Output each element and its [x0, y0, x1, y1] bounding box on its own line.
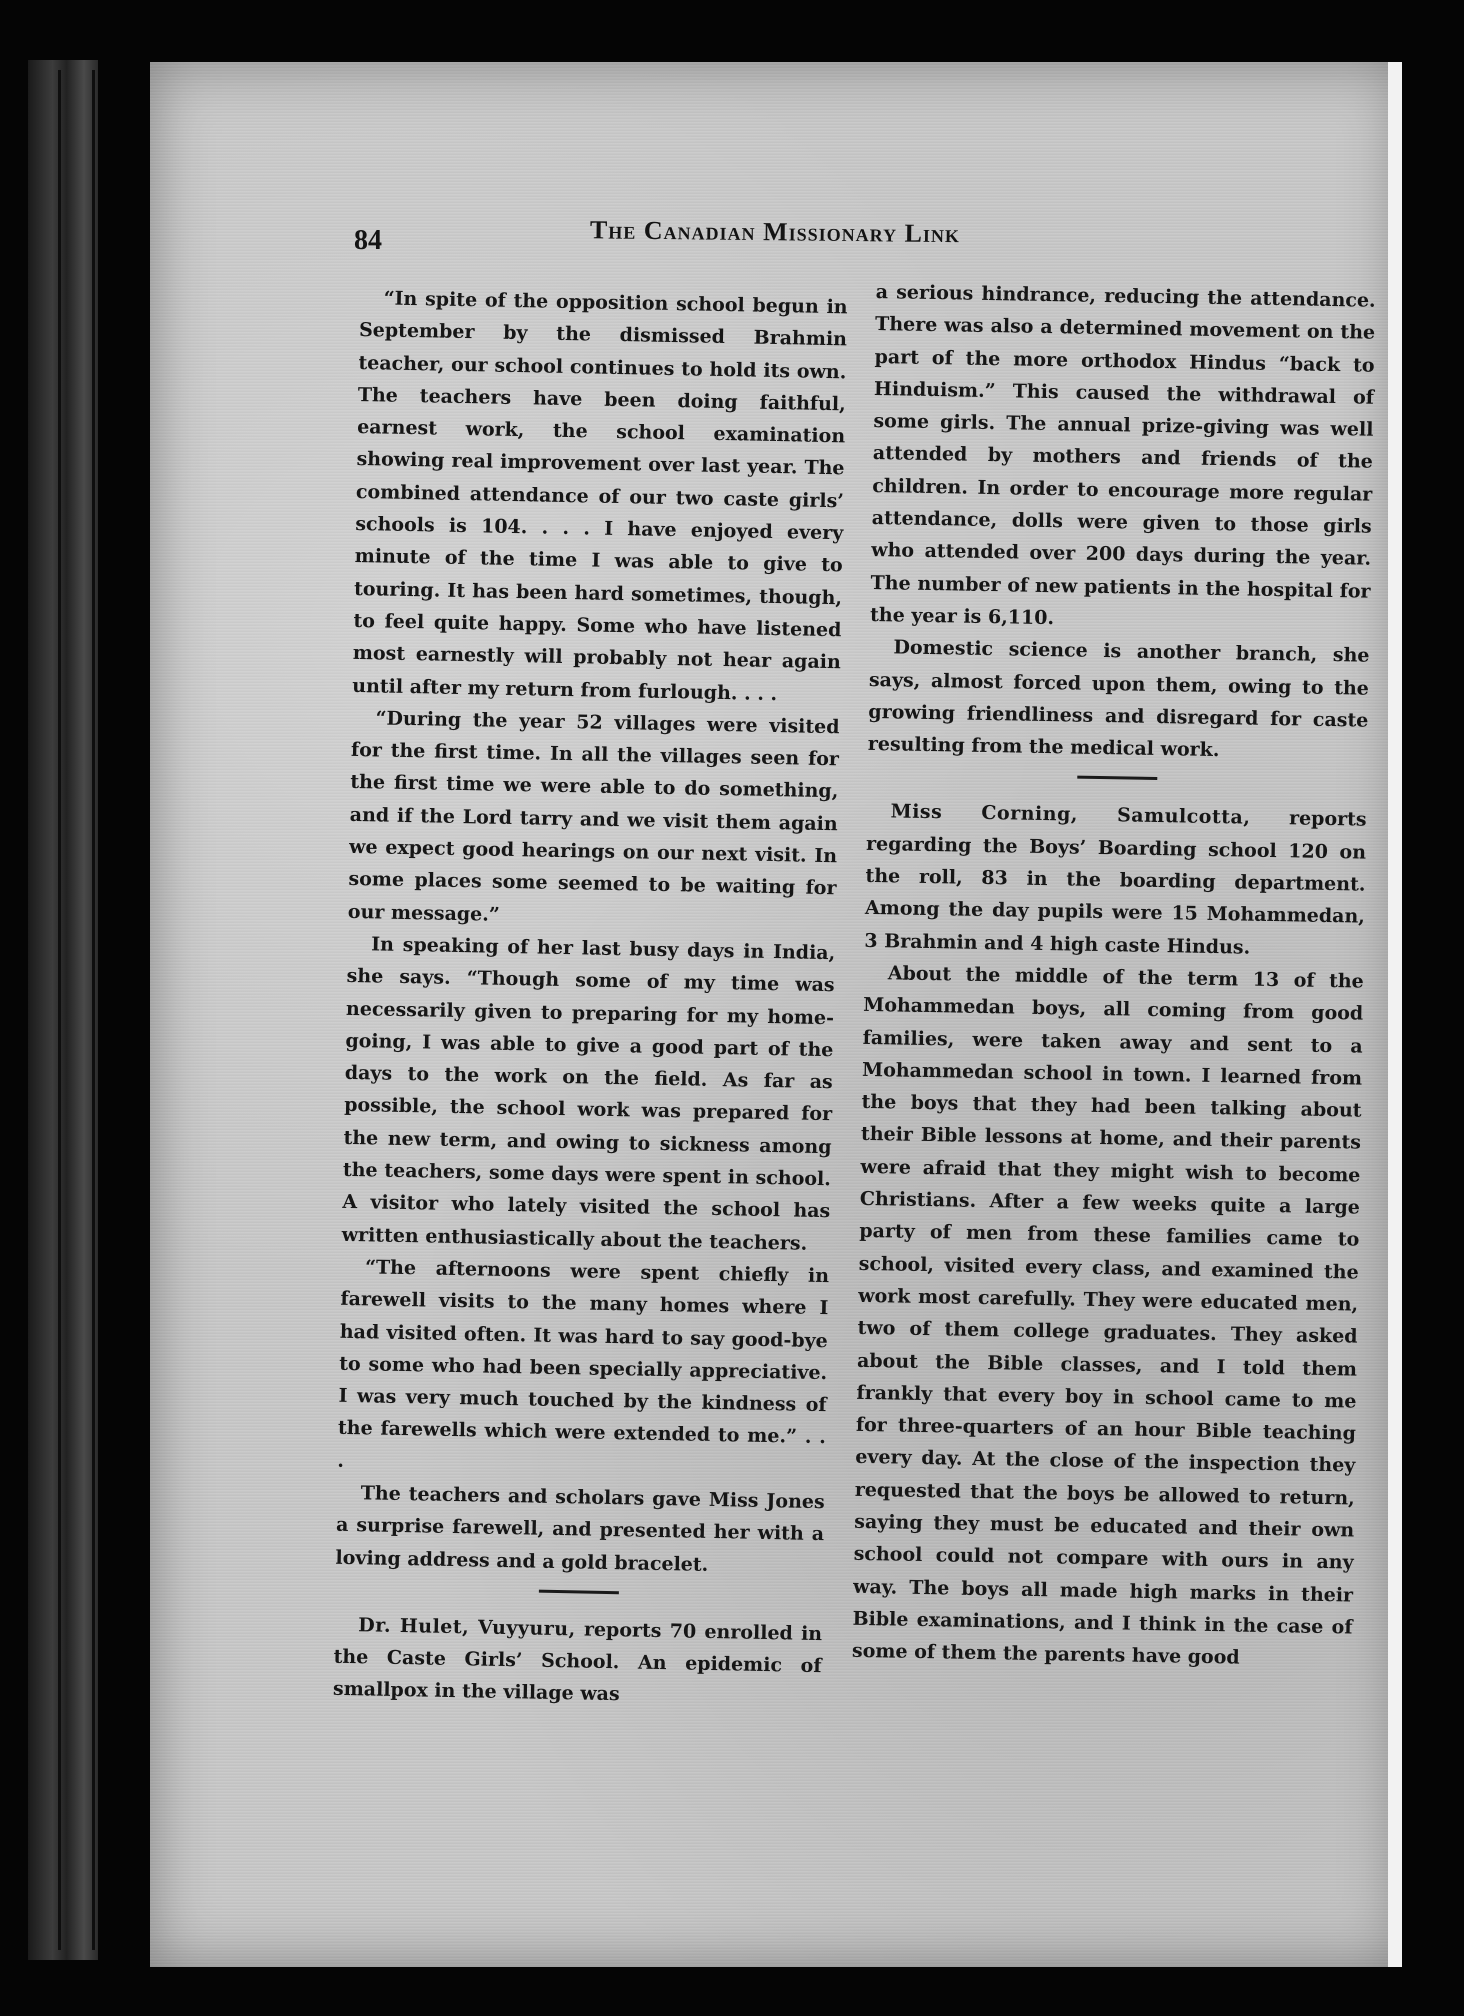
right-column: [852, 276, 1376, 1676]
section-name: Dr. Hulet, Vuyyuru,: [358, 1614, 576, 1641]
section-divider: [1077, 776, 1157, 780]
paragraph: “During the year 52 villages were visited for the first time. In all the villages seen for the first time we were able to do something, and if the Lord tarry and we visit them again we expect good hearings on our next visit. In some places some seemed to be waiting for our message.”: [347, 707, 840, 926]
paragraph: About the middle of the term 13 of the Mohammedan boys, all coming from good families, were taken away and sent to a Mohammedan school in town. I learned from the boys that they had been talking about their Bible lessons at home, and their parents were afraid that they might wish to become Christians. After a few weeks quite a large party of men from these families came to school, visited every class, and examined the work most carefully. They were educated men, two of them college graduates. They asked about the Bible classes, and I told them frankly that every boy in school came to me for three-quarters of an hour Bible teaching every day. At the close of the inspection they requested that the boys be allowed to return, saying they must be educated and their own school could not compare with ours in any way. The boys all made high marks in their Bible examinations, and I think in the case of some of them the parents have good: [851, 962, 1364, 1669]
left-column: [333, 282, 848, 1715]
paragraph: Domestic science is another branch, she says, almost forced upon them, owing to the growing friendliness and disregard for caste resulting from the medical work.: [867, 636, 1370, 762]
page-number: 84: [354, 225, 382, 256]
section-divider: [539, 1590, 619, 1595]
book-binding-edge: [28, 60, 98, 1960]
paragraph-continued: a serious hindrance, reducing the attendance. There was also a determined movement on the part of the more orthodox Hindus “back to Hinduism.” This caused the withdrawal of some girls. The annual prize-giving was well attended by mothers and friends of the children. In order to encourage more regular attendance, dolls were given to those girls who attended over 200 days during the year. The number of new patients in the hospital for the year is 6,110.: [869, 280, 1376, 630]
section-text: reports 70 enrolled in the Caste Girls’ School. An epidemic of smallpox in the village was: [332, 1618, 823, 1706]
section-name: Miss Corning, Samulcotta,: [890, 800, 1251, 830]
paragraph: The teachers and scholars gave Miss Jones a surprise farewell, and presented her with a loving address and a gold bracelet.: [335, 1482, 825, 1576]
page-edge: [1388, 62, 1402, 1967]
running-head: The Canadian Missionary Link: [589, 215, 961, 249]
section-paragraph: [333, 1609, 823, 1715]
section-paragraph: [864, 795, 1367, 965]
paragraph: In speaking of her last busy days in India, she says. “Though some of my time was necessarily given to preparing for my home-going, I was able to give a good part of the days to the work on the field. As far as possible, the school work was prepared for the new term, and owing to sickness among the teachers, some days were spent in school. A visitor who lately visited the school has written enthusiastically about the teachers.: [341, 933, 836, 1255]
section-text: reports regarding the Boys’ Boarding school 120 on the roll, 83 in the boarding department. Among the day pupils were 15 Mohammedan, 3 Brahmin and 4 high caste Hindus.: [864, 807, 1367, 959]
binding-line: [58, 70, 61, 1950]
paragraph: “The afternoons were spent chiefly in farewell visits to the many homes where I had visited often. It was hard to say good-bye to some who had been specially appreciative. I was very much touched by the kindness of the farewells which were extended to me.” . . .: [337, 1256, 830, 1472]
paragraph: “In spite of the opposition school begun in September by the dismissed Brahmin teacher, our school continues to hold its own. The teachers have been doing faithful, earnest work, the school examination showing real improvement over last year. The combined attendance of our two caste girls’ schools is 104. . . . I have enjoyed every minute of the time I was able to give to touring. It has been hard sometimes, though, to feel quite happy. Some who have listened most earnestly will probably not hear again until after my return from furlough. . . .: [352, 287, 848, 705]
binding-line: [92, 70, 95, 1950]
